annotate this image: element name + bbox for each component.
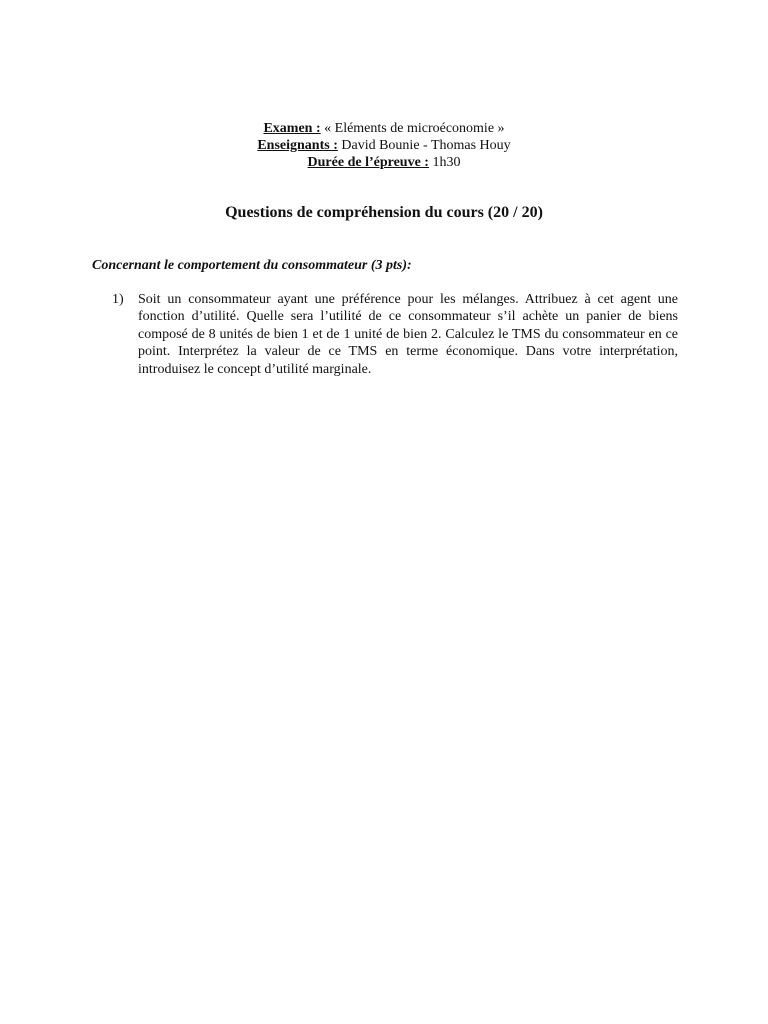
teachers-label: Enseignants :: [257, 138, 338, 153]
question-list: [112, 291, 678, 378]
exam-line: [0, 120, 768, 137]
exam-value: « Eléments de microéconomie »: [320, 121, 505, 136]
duration-value: 1h30: [428, 155, 461, 170]
duration-label: Durée de l’épreuve :: [307, 155, 429, 170]
teachers-line: [0, 137, 768, 154]
question-number: 1): [112, 292, 124, 307]
teachers-value: David Bounie - Thomas Houy: [337, 138, 511, 153]
section-title: Questions de compréhension du cours (20 / 20): [225, 204, 543, 221]
duration-line: [0, 154, 768, 171]
question-item: [112, 291, 678, 378]
question-text: Soit un consommateur ayant une préférence pour les mélanges. Attribuez à cet agent une fonction d’utilité. Quelle sera l’utilité de ce consommateur s’il achète un panier de biens composé de 8 unités de bien 1 et de 1 unité de bien 2. Calculez le TMS du consommateur en ce point. Interprétez la valeur de ce TMS en terme économique. Dans votre interprétation, introduisez le concept d’utilité marginale.: [138, 292, 678, 377]
subsection-title: Concernant le comportement du consommateur (3 pts):: [92, 258, 412, 273]
exam-label: Examen :: [263, 121, 321, 136]
exam-header: [0, 120, 768, 171]
